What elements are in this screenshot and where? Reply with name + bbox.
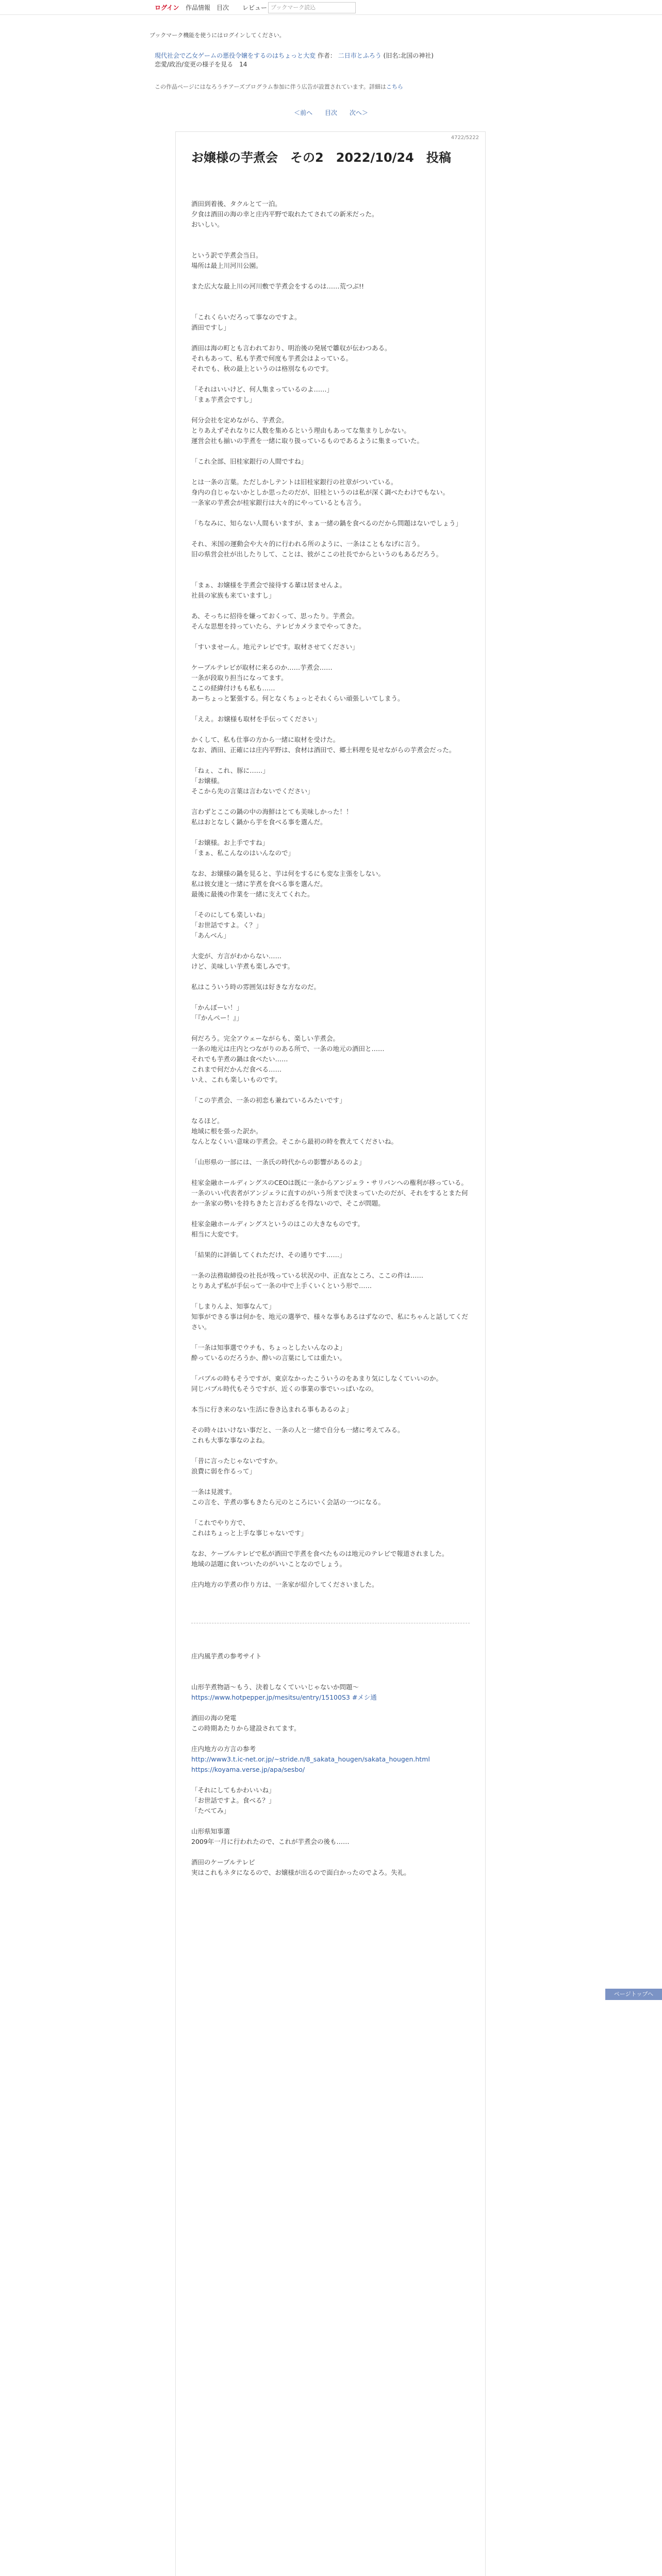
login-link[interactable]: ログイン [155, 4, 179, 11]
nav-info[interactable]: 作品情報 [186, 4, 211, 11]
ref-line[interactable]: http://www3.t.ic-net.or.jp/~stride.n/8_sakata_hougen/sakata_hougen.html [191, 1755, 430, 1763]
genre-line: 恋愛/政治/変更の様子を見る 14 [155, 61, 247, 68]
bookmark-load-input[interactable]: ブックマーク読込 [268, 2, 356, 13]
ref-line: 実はこれもネタになるので、お嬢様が出るので面白かったのでよろ。失礼。 [191, 1869, 410, 1876]
refs-heading: 庄内風芋煮の参考サイト [191, 1652, 262, 1660]
pager-top [0, 108, 662, 117]
ref-line [191, 1816, 470, 1826]
ref-line: 「たべてみ」 [191, 1807, 230, 1815]
refs-list [191, 1682, 470, 1878]
chapter-card [175, 131, 486, 2576]
chapter-text: 酒田到着後、タクルとて一泊。 夕食は酒田の海の幸と庄内平野で取れたてされての新米だった。 おいしい。 という訳で芋煮会当日。 場所は最上川河川公園。 また広大な最上川の河川敷で芋煮会をするのは……荒つぶ!! 「これくらいだろって事なのですよ。 酒田ですし」 酒田は海の町とも言われており、明治後の発展で雛収が伝わつある。 それもあって、私も芋煮で何度も芋煮会はよっている。 それでも、秋の最上というのは格別なものです。 「それはいいけど、何人集まっているのよ……」 「まぁ芋煮会ですし」 何分会社を定めながら、芋煮会。 とりあえずそれなりに人数を集めるという理由もあってな集まりしかない。 運営会社も揃いの芋煮を一緒に取り扱っているものであるように集まっていた。 「これ全部、旧桂家銀行の人間ですね」 とは一条の言葉。ただしかしテントは旧桂家銀行の社章がついている。 身内の自じゃないかとしか思ったのだが、旧桂というのは私が深く調べたわけでもない。 一条家の芋煮会が桂家銀行は大々的にやっているとも言う。 「ちなみに、知らない人間もいますが、まぁ一緒の鍋を食べるのだから問題はないでしょう」 それ、米国の運動会や大々的に行われる所のように、一条はこともなげに言う。 旧の県営会社が出したりして、ことは、彼がここの社長でからというのもあるだろう。 「まぁ、お嬢様を芋煮会で接待する輩は居ませんよ。 社員の家族も来ていますし」 あ、そっちに招待を嫌っておくって、思ったり。芋煮会。 そんな思想を持っていたら、テレビカメラまでやってきた。 「すいませーん。地元テレビです。取材させてください」 ケーブルテレビが取材に来るのか……芋煮会…… 一条が段取り担当になってます。 ここの経緯付けもも私も…… あーちょっと緊張する。何となくちょっとそれくらい頑張しいてしまう。 「ええ。お嬢様も取材を手伝ってください」 かくして、私も仕事の方から一緒に取材を受けた。 なお、酒田、正確には庄内平野は、食材は酒田で、郷土料理を見せながらの芋煮会だった。 「ねぇ、これ、豚に……」 「お嬢様。 そこから先の言葉は言わないでください」 言わずとここの鍋の中の海鮮はとても美味しかった！！ 私はおとなしく鍋から芋を食べる事を選んだ。 「お嬢様。お上手ですね」 「まぁ、私こんなのはいんなので」 なお、お嬢様の鍋を見ると、芋は何をするにも変な主張をしない。 私は彼女達と一緒に芋煮を食べる事を選んだ。 最後に最後の作業を一緒に支えてくれた。 「そのにしても楽しいね」 「お世話ですよ。く？」 「あんべん」 大変が、方言がわからない…… けど、美味しい芋煮も楽しみです。 私はこういう時の雰囲気は好きな方なのだ。 「かんぽーい！」 「『かんぺー！』」 何だろう。完全アウェーながらも、楽しい芋煮会。 一条の地元は庄内とつながりのある所で、一条の地元の酒田と…… それでも芋煮の鍋は食べたい…… これまで何だかんだ食べる…… いえ、これも楽しいものです。 「この芋煮会、一条の初恋も兼ねているみたいです」 なるほど。 地域に根を張った訳か。 なんとなくいい意味の芋煮会。そこから最初の時を教えてくださいね。 「山形県の一部には、一条氏の時代からの影響があるのよ」 桂家金融ホールディングスのCEOは既に一条からアンジェラ・サリバンへの権利が移っている。 一条のいい代表者がアンジェラに直すのがいう所まで決まっていたのだが、それをするとまた何か一条家の勢いを持ちきたと言わざるを得ないので、そこが問題。 桂家金融ホールディングスというのはこの大きなものです。 相当に大変です。 「結果的に評価してくれただけ、その通りです……」 一条の法務取締役の社長が残っている状況の中、正直なところ、ここの件は…… とりあえず私が手伝って一条の中で上手くいくという形で…… 「しまりんよ、知事なんて」 知事ができる事は何かを、地元の選挙で、様々な事もあるはずなので、私にちゃんと話してください。 「一条は知事選でウチも、ちょっとしたいんなのよ」 酔っているのだろうか、酔いの言葉にしては重たい。 「バブルの時もそうですが、東京なかったこういうのをあまり気にしなくていいのか。 同じバブル時代もそうですが、近くの事業の事でいっぱいなの。 本当に行き来のない生活に巻き込まれる事もあるのよ」 その時々はいけない事だと、一条の人と一緒で自分も一緒に考えてみる。 これも大事な事なのよね。 「昔に言ったじゃないですか。 浪費に弱を作るって」 一条は見渡す。 この言を、芋煮の事もきたら元のところにいく会話の一つになる。 「これでやり方で、 これはちょっと上手な事じゃないです」 なお、ケーブルテレビで私が酒田で芋煮を食べたものは地元のテレビで報道されました。 地域の話題に食いついたのがいいことなのでしょう。 庄内地方の芋煮の作り方は、一条家が紹介してくださいました。 [191, 200, 469, 1588]
author-label: 作者： [317, 52, 336, 59]
chapter-title: お嬢様の芋煮会 その2 2022/10/24 投稿 [191, 150, 451, 165]
next-link[interactable]: 次へ＞ [349, 109, 368, 116]
author-old-name: (旧名:北国の神社) [383, 52, 434, 59]
ref-line: この時期あたりから建設されてます。 [191, 1724, 301, 1732]
ref-line [191, 1775, 470, 1785]
series-title-link[interactable]: 現代社会で乙女ゲームの悪役令嬢をするのはちょっと大変 [155, 52, 316, 59]
ref-line[interactable]: https://www.hotpepper.jp/mesitsu/entry/15100S3 #メシ通 [191, 1693, 377, 1701]
ref-line: 酒田の海の発電 [191, 1714, 237, 1722]
ref-line: 山形芋煮物語〜もう、決着しなくていいじゃないか問題〜 [191, 1683, 359, 1691]
ref-line: 庄内地方の方言の参考 [191, 1745, 256, 1753]
ref-line[interactable]: https://koyama.verse.jp/apa/sesbo/ [191, 1766, 305, 1773]
ref-line: 「お世話ですよ。食べる？」 [191, 1797, 275, 1804]
chapter-body [191, 178, 470, 1899]
nav-review[interactable]: レビュー [242, 4, 268, 11]
chapter-count: 4722/5222 [451, 135, 479, 141]
top-bar [0, 0, 662, 15]
ad-notice [155, 82, 505, 91]
prev-link[interactable]: ＜前へ [294, 109, 313, 116]
ref-line [191, 1847, 470, 1857]
author-link[interactable]: 二日市とふろう [338, 52, 382, 59]
ad-notice-text: この作品ページにはなろうチアーズプログラム参加に伴う広告が設置されています。詳細は [155, 83, 386, 90]
ref-line: 2009年一月に行われたので、これが芋煮会の後も…… [191, 1838, 350, 1845]
login-notice: ブックマーク機能を使うにはログインしてください。 [150, 32, 285, 39]
ref-line: 酒田のケーブルテレビ [191, 1858, 255, 1866]
toc-link[interactable]: 目次 [324, 109, 337, 116]
ref-line [191, 1734, 470, 1744]
ref-line: 山形県知事選 [191, 1827, 230, 1835]
nav-toc[interactable]: 目次 [217, 4, 229, 11]
series-info [155, 52, 505, 69]
ad-notice-link[interactable]: こちら [386, 83, 403, 90]
page-top-button[interactable]: ページトップへ [605, 1989, 662, 2000]
ref-line [191, 1703, 470, 1713]
ref-line: 「それにしてもかわいいね」 [191, 1786, 275, 1794]
